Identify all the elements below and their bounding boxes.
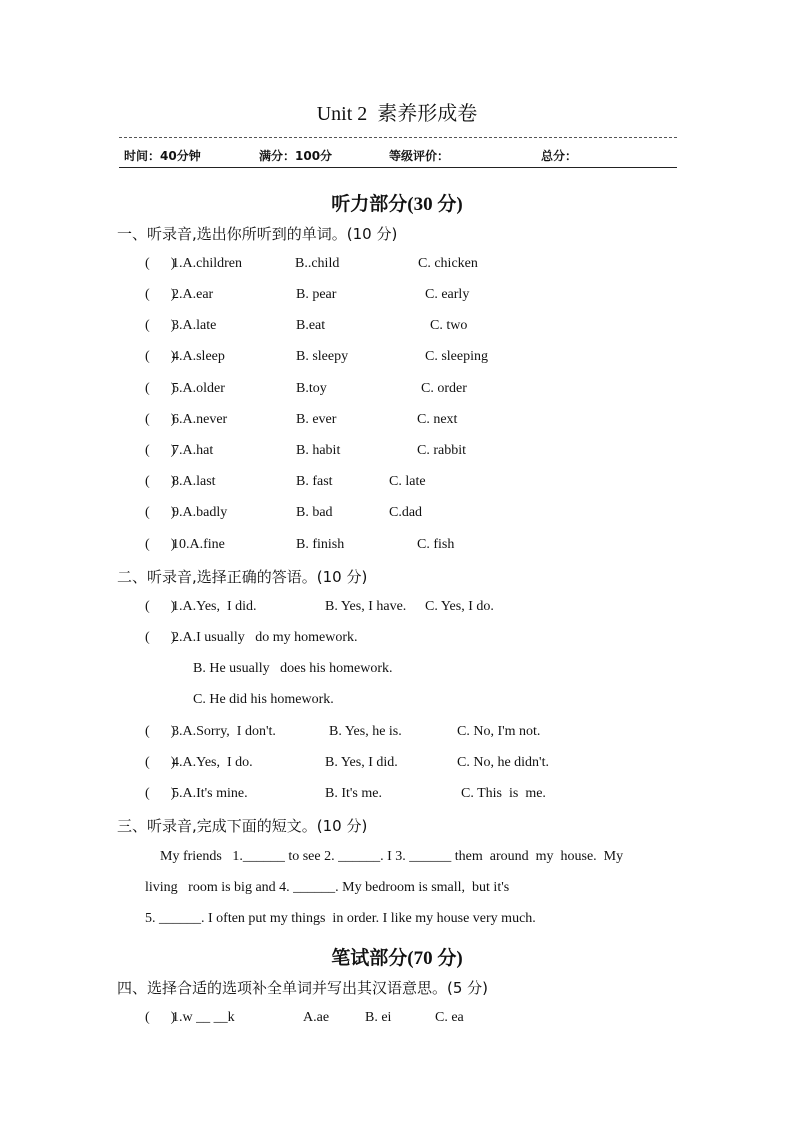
total-score-info: 总分： — [541, 149, 578, 163]
answer-bracket[interactable]: ( ) — [145, 412, 176, 427]
section3-heading: 三、听录音,完成下面的短文。(10 分) — [117, 817, 368, 835]
answer-bracket[interactable]: ( ) — [145, 349, 176, 364]
answer-bracket[interactable]: ( ) — [145, 755, 176, 770]
option-b: B. Yes, he is. — [329, 724, 402, 739]
section2-heading: 二、听录音,选择正确的答语。(10 分) — [117, 568, 368, 586]
option-c: C. This is me. — [461, 786, 546, 801]
answer-bracket[interactable]: ( ) — [145, 381, 176, 396]
passage-line: living room is big and 4. ______. My bedroom is small, but it's — [145, 880, 510, 895]
option-c: C. two — [430, 318, 468, 333]
option-c: C. fish — [417, 537, 455, 552]
option-c: C. late — [389, 474, 426, 489]
option-c: C. He did his homework. — [193, 692, 334, 707]
option-a: 5.A.older — [172, 381, 225, 396]
answer-bracket[interactable]: ( ) — [145, 599, 176, 614]
answer-bracket[interactable]: ( ) — [145, 630, 176, 645]
option-b: B. fast — [296, 474, 333, 489]
option-c: C. early — [425, 287, 470, 302]
option-b: B. habit — [296, 443, 341, 458]
option-a: 3.A.Sorry, I don't. — [172, 724, 276, 739]
answer-bracket[interactable]: ( ) — [145, 505, 176, 520]
listening-part-title: 听力部分(30 分) — [331, 194, 463, 215]
option-b: B. ei — [365, 1010, 392, 1025]
option-b: B. Yes, I have. — [325, 599, 407, 614]
option-a: 5.A.It's mine. — [172, 786, 248, 801]
answer-bracket[interactable]: ( ) — [145, 786, 176, 801]
page-title: Unit 2 素养形成卷 — [316, 103, 478, 125]
header-dashed-rule — [119, 137, 677, 138]
option-a: 2.A.ear — [172, 287, 214, 302]
option-c: C. rabbit — [417, 443, 466, 458]
option-a: 10.A.fine — [172, 537, 225, 552]
full-score-info: 满分：100分 — [259, 149, 333, 163]
option-c: C. No, I'm not. — [457, 724, 541, 739]
grade-info: 等级评价： — [389, 149, 450, 163]
option-a: 2.A.I usually do my homework. — [172, 630, 358, 645]
option-a: 1.A.Yes, I did. — [172, 599, 257, 614]
option-b: B.eat — [296, 318, 326, 333]
option-a: 8.A.last — [172, 474, 216, 489]
option-b: B. It's me. — [325, 786, 382, 801]
option-b: B.toy — [296, 381, 327, 396]
answer-bracket[interactable]: ( ) — [145, 1010, 176, 1025]
section1-heading: 一、听录音,选出你所听到的单词。(10 分) — [117, 225, 398, 243]
option-c: C. chicken — [418, 256, 478, 271]
option-a: 6.A.never — [172, 412, 228, 427]
answer-bracket[interactable]: ( ) — [145, 724, 176, 739]
word-blank: 1.w __ __k — [172, 1010, 235, 1025]
passage-line: 5. ______. I often put my things in order. I like my house very much. — [145, 911, 536, 926]
answer-bracket[interactable]: ( ) — [145, 474, 176, 489]
option-b: B. finish — [296, 537, 345, 552]
answer-bracket[interactable]: ( ) — [145, 537, 176, 552]
answer-bracket[interactable]: ( ) — [145, 256, 176, 271]
time-info: 时间：40分钟 — [124, 149, 201, 163]
option-c: C. Yes, I do. — [425, 599, 494, 614]
option-a: 4.A.Yes, I do. — [172, 755, 253, 770]
option-c: C. sleeping — [425, 349, 488, 364]
option-b: B. Yes, I did. — [325, 755, 398, 770]
option-b: B. sleepy — [296, 349, 349, 364]
header-solid-rule — [119, 167, 677, 168]
option-b: B. bad — [296, 505, 333, 520]
option-b: B. pear — [296, 287, 337, 302]
option-c: C. next — [417, 412, 458, 427]
option-b: B..child — [295, 256, 340, 271]
answer-bracket[interactable]: ( ) — [145, 287, 176, 302]
section4-heading: 四、选择合适的选项补全单词并写出其汉语意思。(5 分) — [117, 979, 489, 997]
option-a: 3.A.late — [172, 318, 217, 333]
option-a: 1.A.children — [172, 256, 242, 271]
option-c: C. No, he didn't. — [457, 755, 549, 770]
option-a: 7.A.hat — [172, 443, 214, 458]
option-c: C.dad — [389, 505, 423, 520]
option-a: A.ae — [303, 1010, 330, 1025]
answer-bracket[interactable]: ( ) — [145, 318, 176, 333]
answer-bracket[interactable]: ( ) — [145, 443, 176, 458]
option-c: C. order — [421, 381, 467, 396]
option-a: 9.A.badly — [172, 505, 228, 520]
option-b: B. ever — [296, 412, 337, 427]
option-a: 4.A.sleep — [172, 349, 225, 364]
writing-part-title: 笔试部分(70 分) — [331, 948, 463, 969]
passage-line: My friends 1.______ to see 2. ______. I 3. ______ them around my house. My — [160, 849, 624, 864]
option-b: B. He usually does his homework. — [193, 661, 393, 676]
option-c: C. ea — [435, 1010, 464, 1025]
